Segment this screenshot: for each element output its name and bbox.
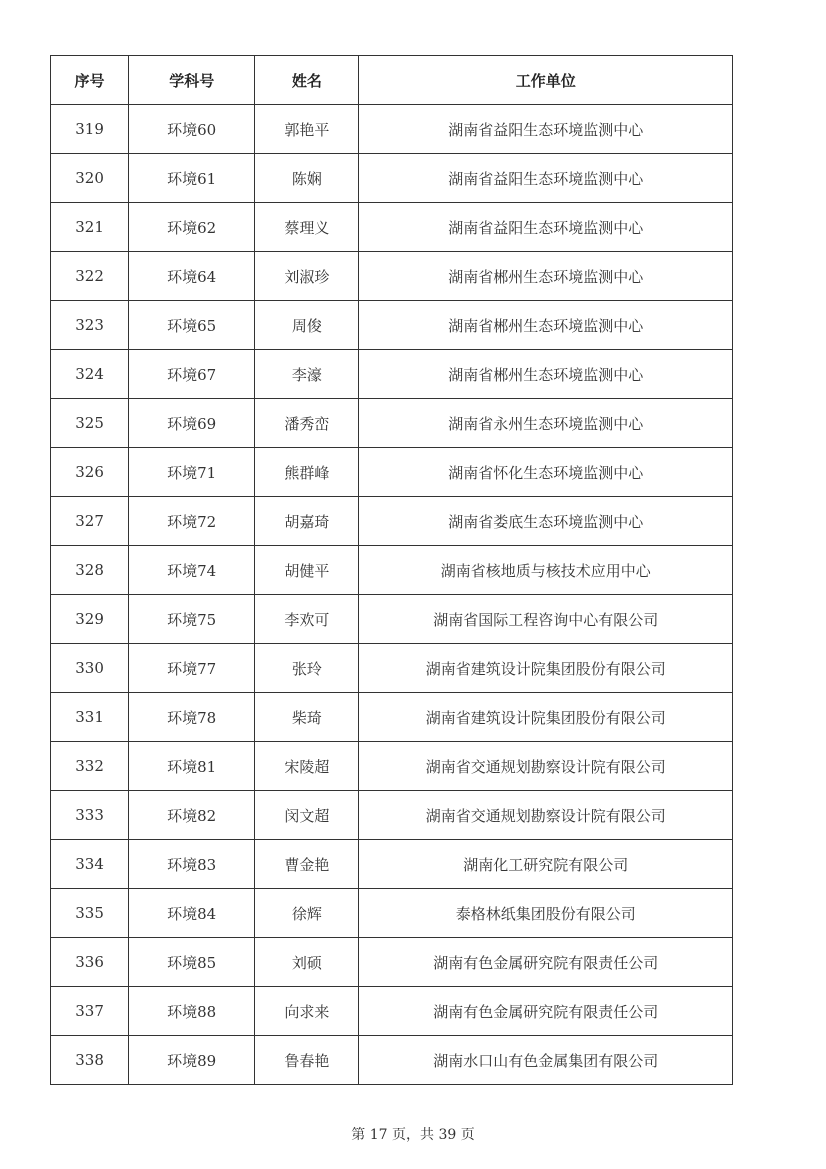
cell-subject-code: 环境71 xyxy=(129,448,255,497)
cell-name: 刘硕 xyxy=(255,938,359,987)
page-number-footer: 第 17 页，共 39 页 xyxy=(351,1127,475,1143)
cell-seq: 337 xyxy=(51,987,129,1036)
cell-name: 李欢可 xyxy=(255,595,359,644)
cell-name: 宋陵超 xyxy=(255,742,359,791)
cell-seq: 320 xyxy=(51,154,129,203)
cell-seq: 327 xyxy=(51,497,129,546)
header-name: 姓名 xyxy=(255,56,359,105)
cell-subject-code: 环境69 xyxy=(129,399,255,448)
cell-seq: 334 xyxy=(51,840,129,889)
cell-subject-code: 环境61 xyxy=(129,154,255,203)
cell-seq: 328 xyxy=(51,546,129,595)
header-work-unit: 工作单位 xyxy=(359,56,733,105)
cell-work-unit: 湖南省郴州生态环境监测中心 xyxy=(359,301,733,350)
cell-work-unit: 湖南省交通规划勘察设计院有限公司 xyxy=(359,791,733,840)
cell-work-unit: 湖南省郴州生态环境监测中心 xyxy=(359,252,733,301)
table-row xyxy=(51,791,733,840)
cell-seq: 322 xyxy=(51,252,129,301)
table-row xyxy=(51,693,733,742)
cell-work-unit: 湖南省益阳生态环境监测中心 xyxy=(359,203,733,252)
cell-work-unit: 湖南省永州生态环境监测中心 xyxy=(359,399,733,448)
cell-name: 郭艳平 xyxy=(255,105,359,154)
cell-work-unit: 湖南省国际工程咨询中心有限公司 xyxy=(359,595,733,644)
cell-seq: 335 xyxy=(51,889,129,938)
cell-work-unit: 湖南有色金属研究院有限责任公司 xyxy=(359,987,733,1036)
table-row xyxy=(51,399,733,448)
table-row xyxy=(51,301,733,350)
cell-name: 李濠 xyxy=(255,350,359,399)
cell-subject-code: 环境84 xyxy=(129,889,255,938)
cell-seq: 333 xyxy=(51,791,129,840)
table-row xyxy=(51,644,733,693)
cell-name: 胡健平 xyxy=(255,546,359,595)
cell-work-unit: 湖南省建筑设计院集团股份有限公司 xyxy=(359,644,733,693)
table-row xyxy=(51,1036,733,1085)
header-seq: 序号 xyxy=(51,56,129,105)
cell-seq: 326 xyxy=(51,448,129,497)
cell-work-unit: 湖南省郴州生态环境监测中心 xyxy=(359,350,733,399)
cell-seq: 330 xyxy=(51,644,129,693)
table-row xyxy=(51,448,733,497)
cell-work-unit: 湖南省交通规划勘察设计院有限公司 xyxy=(359,742,733,791)
table-row xyxy=(51,742,733,791)
cell-subject-code: 环境67 xyxy=(129,350,255,399)
header-subject-code: 学科号 xyxy=(129,56,255,105)
cell-subject-code: 环境77 xyxy=(129,644,255,693)
cell-subject-code: 环境75 xyxy=(129,595,255,644)
cell-subject-code: 环境89 xyxy=(129,1036,255,1085)
cell-name: 曹金艳 xyxy=(255,840,359,889)
cell-name: 熊群峰 xyxy=(255,448,359,497)
table-row xyxy=(51,350,733,399)
cell-seq: 331 xyxy=(51,693,129,742)
cell-work-unit: 湖南省核地质与核技术应用中心 xyxy=(359,546,733,595)
cell-work-unit: 湖南化工研究院有限公司 xyxy=(359,840,733,889)
cell-name: 鲁春艳 xyxy=(255,1036,359,1085)
cell-name: 胡嘉琦 xyxy=(255,497,359,546)
cell-name: 蔡理义 xyxy=(255,203,359,252)
cell-name: 潘秀峦 xyxy=(255,399,359,448)
cell-seq: 336 xyxy=(51,938,129,987)
cell-subject-code: 环境60 xyxy=(129,105,255,154)
cell-work-unit: 湖南省怀化生态环境监测中心 xyxy=(359,448,733,497)
cell-work-unit: 湖南省益阳生态环境监测中心 xyxy=(359,105,733,154)
cell-seq: 324 xyxy=(51,350,129,399)
cell-name: 陈娴 xyxy=(255,154,359,203)
cell-seq: 332 xyxy=(51,742,129,791)
cell-subject-code: 环境74 xyxy=(129,546,255,595)
cell-work-unit: 湖南水口山有色金属集团有限公司 xyxy=(359,1036,733,1085)
table-row xyxy=(51,105,733,154)
cell-seq: 338 xyxy=(51,1036,129,1085)
cell-subject-code: 环境62 xyxy=(129,203,255,252)
cell-subject-code: 环境81 xyxy=(129,742,255,791)
table-row xyxy=(51,546,733,595)
table-header-row xyxy=(51,56,733,105)
personnel-table xyxy=(50,55,733,1085)
cell-work-unit: 湖南有色金属研究院有限责任公司 xyxy=(359,938,733,987)
cell-name: 向求来 xyxy=(255,987,359,1036)
table-row xyxy=(51,203,733,252)
cell-work-unit: 湖南省益阳生态环境监测中心 xyxy=(359,154,733,203)
table-row xyxy=(51,840,733,889)
table-row xyxy=(51,252,733,301)
cell-name: 柴琦 xyxy=(255,693,359,742)
cell-seq: 319 xyxy=(51,105,129,154)
cell-seq: 325 xyxy=(51,399,129,448)
cell-work-unit: 泰格林纸集团股份有限公司 xyxy=(359,889,733,938)
cell-subject-code: 环境88 xyxy=(129,987,255,1036)
cell-name: 徐辉 xyxy=(255,889,359,938)
cell-subject-code: 环境85 xyxy=(129,938,255,987)
table-row xyxy=(51,497,733,546)
table-row xyxy=(51,154,733,203)
cell-subject-code: 环境64 xyxy=(129,252,255,301)
cell-name: 闵文超 xyxy=(255,791,359,840)
cell-seq: 321 xyxy=(51,203,129,252)
cell-seq: 323 xyxy=(51,301,129,350)
cell-name: 刘淑珍 xyxy=(255,252,359,301)
cell-subject-code: 环境78 xyxy=(129,693,255,742)
cell-work-unit: 湖南省娄底生态环境监测中心 xyxy=(359,497,733,546)
cell-subject-code: 环境82 xyxy=(129,791,255,840)
cell-subject-code: 环境72 xyxy=(129,497,255,546)
table-row xyxy=(51,987,733,1036)
cell-name: 张玲 xyxy=(255,644,359,693)
table-row xyxy=(51,889,733,938)
cell-seq: 329 xyxy=(51,595,129,644)
cell-subject-code: 环境83 xyxy=(129,840,255,889)
cell-work-unit: 湖南省建筑设计院集团股份有限公司 xyxy=(359,693,733,742)
cell-name: 周俊 xyxy=(255,301,359,350)
cell-subject-code: 环境65 xyxy=(129,301,255,350)
table-row xyxy=(51,938,733,987)
table-row xyxy=(51,595,733,644)
